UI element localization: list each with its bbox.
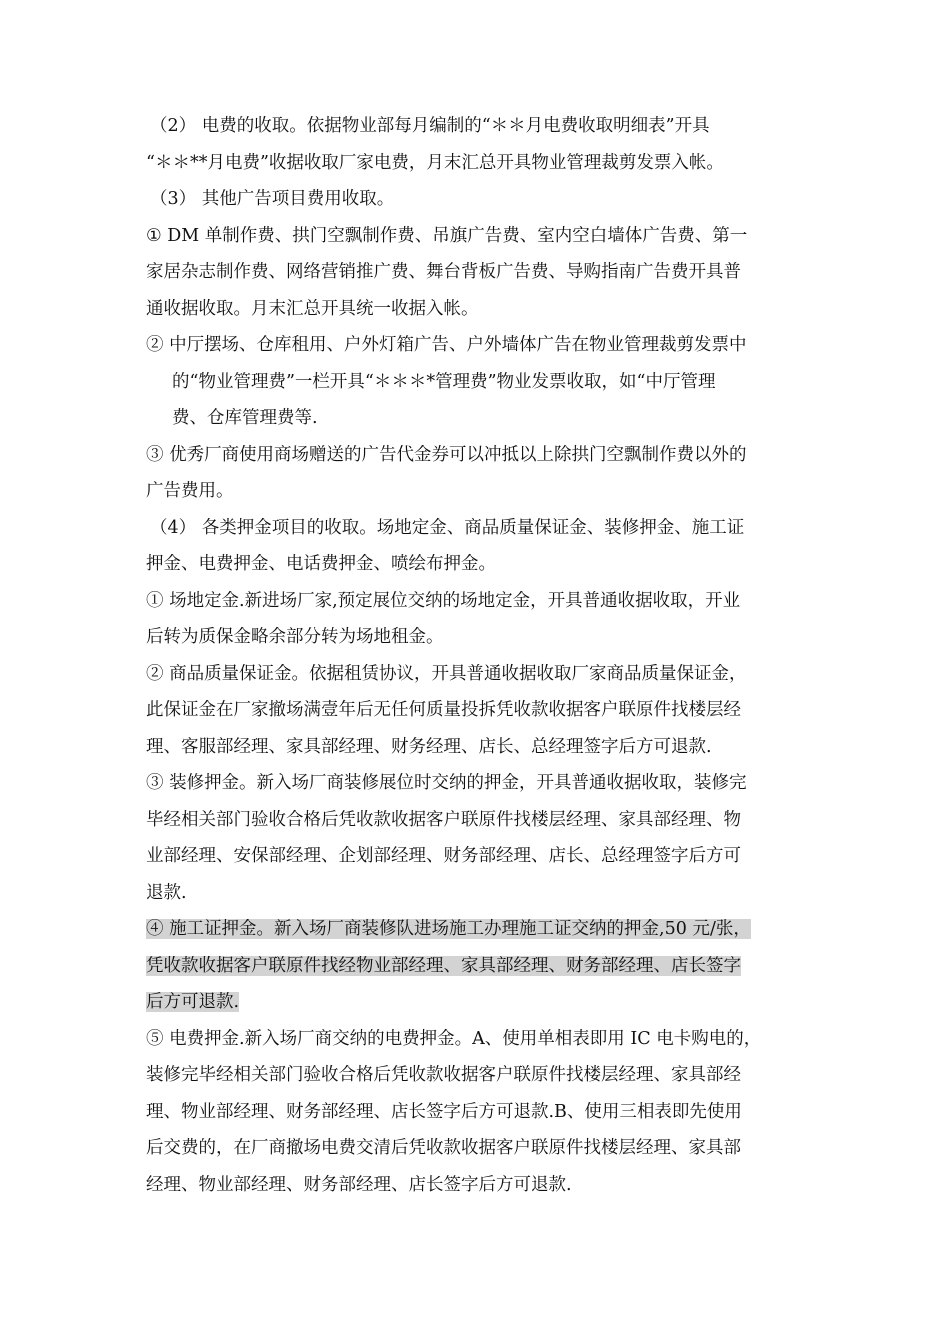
text-line (146, 254, 808, 291)
text-line (146, 911, 808, 948)
line-text: 押金、电费押金、电话费押金、喷绘布押金。 (146, 554, 496, 574)
text-line (146, 875, 808, 912)
text-line (146, 838, 808, 875)
document-body (146, 108, 808, 1203)
text-line (146, 218, 808, 255)
line-text: （2） 电费的收取。依据物业部每月编制的“＊＊月电费收取明细表”开具 (150, 116, 710, 136)
line-text: 此保证金在厂家撤场满壹年后无任何质量投拆凭收款收据客户联原件找楼层经 (146, 700, 741, 720)
text-line (146, 948, 808, 985)
text-line (146, 510, 808, 547)
text-line (146, 765, 808, 802)
text-line (146, 1094, 808, 1131)
text-line (146, 181, 808, 218)
text-line (146, 400, 808, 437)
line-text: （3） 其他广告项目费用收取。 (150, 189, 395, 209)
text-line (146, 108, 808, 145)
text-line (146, 1021, 808, 1058)
text-line (146, 1057, 808, 1094)
highlighted-text: 后方可退款. (146, 992, 240, 1012)
text-line (146, 291, 808, 328)
text-line (146, 1130, 808, 1167)
text-line (146, 729, 808, 766)
line-text: 费、仓库管理费等. (172, 408, 318, 428)
line-text: 家居杂志制作费、网络营销推广费、舞台背板广告费、导购指南广告费开具普 (146, 262, 741, 282)
line-text: 理、客服部经理、家具部经理、财务经理、店长、总经理签字后方可退款. (146, 736, 712, 757)
line-text: 后交费的，在厂商撤场电费交清后凭收款收据客户联原件找楼层经理、家具部 (146, 1138, 741, 1158)
line-text: 后转为质保金略余部分转为场地租金。 (146, 627, 444, 647)
text-line (146, 437, 808, 474)
highlighted-text: ④ 施工证押金。新入场厂商装修队进场施工办理施工证交纳的押金,50 元/张， (146, 919, 751, 939)
line-text: ② 商品质量保证金。依据租赁协议，开具普通收据收取厂家商品质量保证金， (146, 663, 747, 684)
text-line (146, 546, 808, 583)
text-line (146, 364, 808, 401)
text-line (146, 327, 808, 364)
line-text: 业部经理、安保部经理、企划部经理、财务部经理、店长、总经理签字后方可 (146, 846, 741, 866)
text-line (146, 145, 808, 182)
highlighted-text: 凭收款收据客户联原件找经物业部经理、家具部经理、财务部经理、店长签字 (146, 955, 741, 976)
text-line (146, 656, 808, 693)
text-line (146, 802, 808, 839)
line-text: ③ 装修押金。新入场厂商装修展位时交纳的押金，开具普通收据收取，装修完 (146, 773, 747, 793)
text-line (146, 692, 808, 729)
line-text: （4） 各类押金项目的收取。场地定金、商品质量保证金、装修押金、施工证 (150, 517, 745, 538)
line-text: 的“物业管理费”一栏开具“＊＊＊*管理费”物业发票收取，如“中厅管理 (172, 371, 716, 392)
line-text: 通收据收取。月末汇总开具统一收据入帐。 (146, 298, 479, 319)
text-line (146, 473, 808, 510)
line-text: 经理、物业部经理、财务部经理、店长签字后方可退款. (146, 1174, 572, 1195)
line-text: 装修完毕经相关部门验收合格后凭收款收据客户联原件找楼层经理、家具部经 (146, 1065, 741, 1085)
line-text: ⑤ 电费押金.新入场厂商交纳的电费押金。A、使用单相表即用 IC 电卡购电的， (146, 1028, 762, 1049)
line-text: ③ 优秀厂商使用商场赠送的广告代金券可以冲抵以上除拱门空飘制作费以外的 (146, 444, 747, 465)
text-line (146, 583, 808, 620)
text-line (146, 984, 808, 1021)
line-text: 毕经相关部门验收合格后凭收款收据客户联原件找楼层经理、家具部经理、物 (146, 809, 741, 830)
line-text: 广告费用。 (146, 481, 234, 501)
line-text: 退款. (146, 882, 187, 903)
text-line (146, 1167, 808, 1204)
line-text: ① 场地定金.新进场厂家,预定展位交纳的场地定金，开具普通收据收取，开业 (146, 590, 741, 611)
line-text: ① DM 单制作费、拱门空飘制作费、吊旗广告费、室内空白墙体广告费、第一 (146, 225, 748, 246)
line-text: ② 中厅摆场、仓库租用、户外灯箱广告、户外墙体广告在物业管理裁剪发票中 (146, 335, 747, 355)
text-line (146, 619, 808, 656)
line-text: “＊＊**月电费”收据收取厂家电费，月末汇总开具物业管理裁剪发票入帐。 (146, 152, 724, 173)
line-text: 理、物业部经理、财务部经理、店长签字后方可退款.B、使用三相表即先使用 (146, 1101, 742, 1122)
